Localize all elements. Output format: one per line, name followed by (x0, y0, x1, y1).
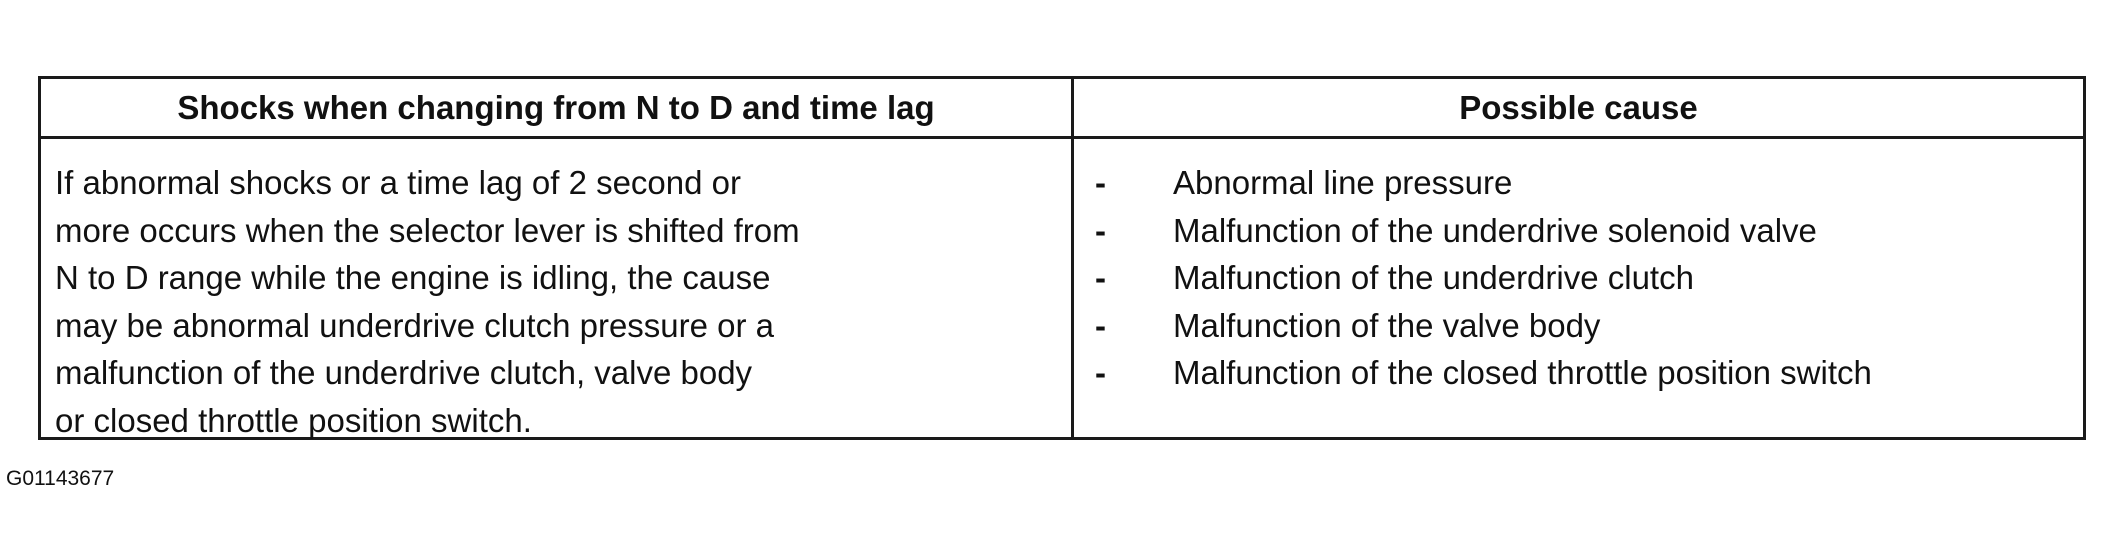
cause-text: Malfunction of the closed throttle position switch (1173, 354, 1872, 391)
list-item (1091, 159, 2073, 207)
symptom-line: N to D range while the engine is idling, the cause (55, 259, 771, 296)
list-item (1091, 302, 2073, 350)
symptom-line: If abnormal shocks or a time lag of 2 second or (55, 164, 742, 201)
bullet-dash: - (1095, 164, 1106, 201)
table-header-row (41, 79, 2083, 139)
bullet-dash: - (1095, 354, 1106, 391)
cause-text: Abnormal line pressure (1173, 164, 1513, 201)
cause-text: Malfunction of the underdrive clutch (1173, 259, 1694, 296)
list-item (1091, 349, 2073, 397)
header-possible-cause: Possible cause (1459, 88, 1698, 126)
cause-text: Malfunction of the underdrive solenoid valve (1173, 211, 1817, 249)
cause-text: Malfunction of the valve body (1173, 306, 1601, 344)
diagnosis-table (38, 76, 2086, 440)
symptom-line: malfunction of the underdrive clutch, valve body (55, 354, 753, 391)
possible-cause-list (1091, 159, 2073, 397)
symptom-line: or closed throttle position switch. (55, 401, 532, 439)
header-symptom: Shocks when changing from N to D and time lag (177, 88, 935, 126)
symptom-line: may be abnormal underdrive clutch pressure or a (55, 306, 775, 344)
bullet-dash: - (1095, 211, 1106, 249)
bullet-dash: - (1095, 306, 1106, 344)
symptom-line: more occurs when the selector lever is shifted from (55, 211, 800, 249)
symptom-description (55, 159, 1055, 444)
list-item (1091, 254, 2073, 302)
list-item (1091, 207, 2073, 255)
bullet-dash: - (1095, 259, 1106, 296)
figure-id: G01143677 (6, 467, 115, 490)
